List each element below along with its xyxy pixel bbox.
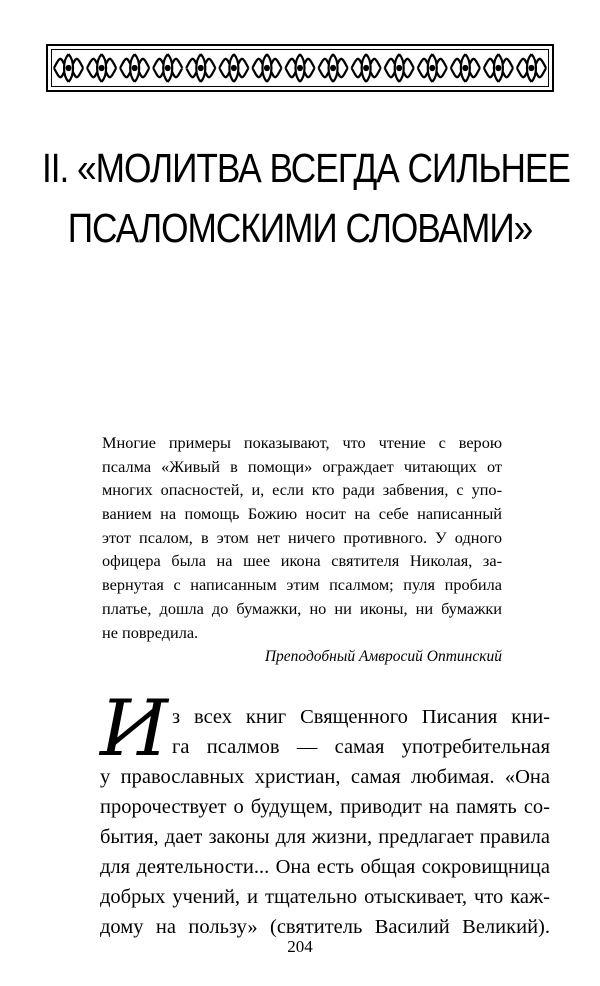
vine-bud <box>330 65 336 71</box>
drop-cap-letter: И <box>100 684 169 774</box>
epigraph-line: псалма «Живый в помощи» ограждает читающих от <box>102 456 502 476</box>
epigraph-line: вернутая с написанным этим псалмом; пуля пробила <box>102 575 502 595</box>
epigraph-line: не повредила. <box>102 622 199 642</box>
ornament-frame <box>51 49 549 87</box>
vine-bud <box>396 65 402 71</box>
body-paragraph <box>100 702 550 942</box>
vine-bud <box>132 65 138 71</box>
chapter-title-line-2: ПСАЛОМСКИМИ СЛОВАМИ» <box>67 205 533 251</box>
paragraph-line: добрых учений, и тщательно отыскивает, что каж- <box>100 886 550 908</box>
epigraph-line: многих опасностей, и, если кто ради забвения, с упо- <box>102 480 502 500</box>
vine-bud <box>462 65 468 71</box>
vine-bud <box>264 65 270 71</box>
epigraph <box>102 431 502 669</box>
epigraph-line: этот псалом, в этом нет ничего противного. У одного <box>102 527 502 547</box>
paragraph-line: для деятельности... Она есть общая сокровищница <box>100 856 550 878</box>
ornamental-header-border <box>46 44 554 92</box>
paragraph-line: дому на пользу» (святитель Василий Великий). <box>100 916 550 938</box>
vine-bud <box>66 65 72 71</box>
vine-bud <box>363 65 369 71</box>
paragraph-line: з всех книг Священного Писания кни- <box>172 706 550 728</box>
paragraph-line: у православных христиан, самая любимая. «Она <box>100 766 550 788</box>
vine-bud <box>231 65 237 71</box>
paragraph-line: бытия, дает законы для жизни, предлагает правила <box>100 826 550 848</box>
epigraph-line: ванием на помощь Божию носит на себе написанный <box>102 504 502 524</box>
vine-ornament-icon <box>52 50 548 86</box>
epigraph-line: платье, дошла до бумажки, но ни иконы, ни бумажки <box>102 598 502 618</box>
vine-bud <box>99 65 105 71</box>
paragraph-line: пророчествует о будущем, приводит на память со- <box>100 796 550 818</box>
epigraph-line: офицера была на шее икона святителя Николая, за- <box>102 551 502 571</box>
paragraph-line: га псалмов — самая употребительная <box>172 736 550 758</box>
vine-bud <box>495 65 501 71</box>
vine-bud <box>528 65 534 71</box>
chapter-title-line-1: II. «МОЛИТВА ВСЕГДА СИЛЬНЕЕ <box>42 145 570 191</box>
page-number: 204 <box>287 937 313 956</box>
epigraph-author: Преподобный Амвросий Оптинский <box>264 648 502 666</box>
vine-bud <box>198 65 204 71</box>
vine-bud <box>429 65 435 71</box>
vine-bud <box>165 65 171 71</box>
epigraph-line: Многие примеры показывают, что чтение с верою <box>102 433 502 452</box>
vine-bud <box>297 65 303 71</box>
chapter-title <box>42 138 570 258</box>
